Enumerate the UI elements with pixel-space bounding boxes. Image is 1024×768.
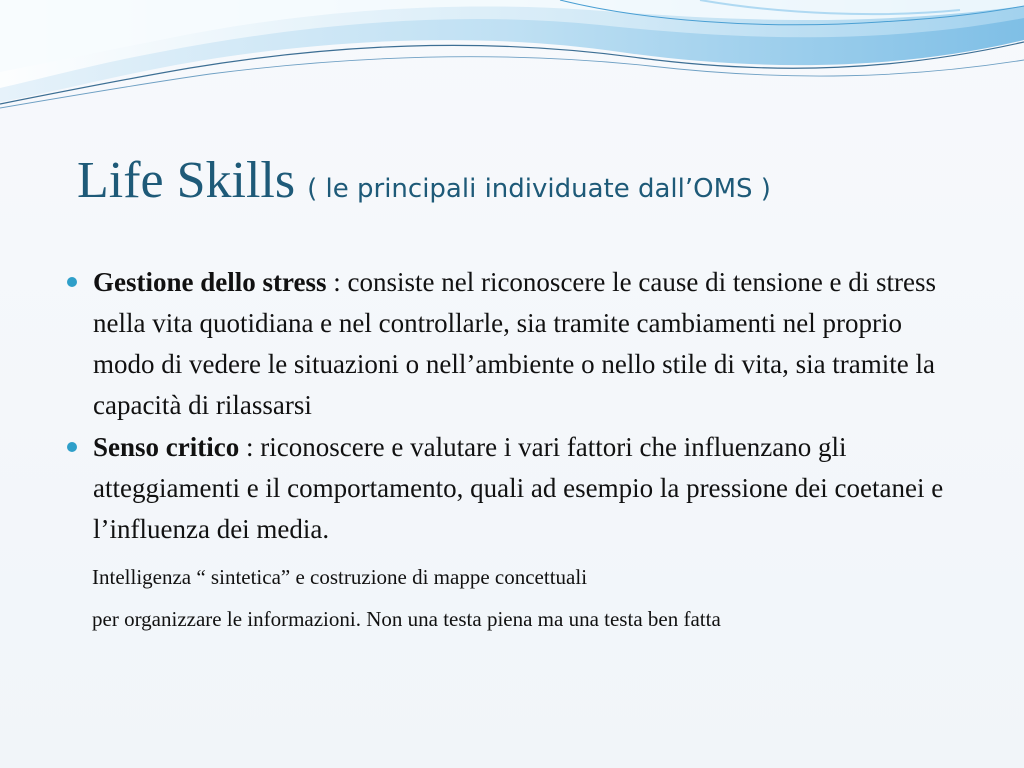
bullet-term: Senso critico <box>93 432 240 462</box>
bullet-term: Gestione dello stress <box>93 267 327 297</box>
note-line-2: per organizzare le informazioni. Non una testa piena ma una testa ben fatta <box>92 607 721 631</box>
title-subtitle: ( le principali individuate dall’OMS ) <box>307 174 771 204</box>
bullet-critical-thinking <box>0 427 1024 550</box>
note-line-1: Intelligenza “ sintetica” e costruzione di mappe concettuali <box>92 565 588 589</box>
bullet-stress-management <box>0 262 1024 426</box>
bullet-text: : riconoscere e valutare i vari fattori che influenzano gli atteggiamenti e il comportamento, quali ad esempio la pressione dei coetanei e l’influenza dei media. <box>93 432 944 544</box>
slide-content <box>0 262 1024 640</box>
header-wave-decoration <box>0 0 1024 130</box>
bullet-dot-icon <box>67 442 77 452</box>
title-main: Life Skills <box>77 152 296 209</box>
bullet-dot-icon <box>67 277 77 287</box>
slide-title <box>77 146 997 216</box>
bullet-text: : consiste nel riconoscere le cause di tensione e di stress nella vita quotidiana e nel controllarle, sia tramite cambiamenti nel proprio modo di vedere le situazioni o nell’ambiente o nello stile di vita, sia tramite la capacità di rilassarsi <box>93 267 937 420</box>
